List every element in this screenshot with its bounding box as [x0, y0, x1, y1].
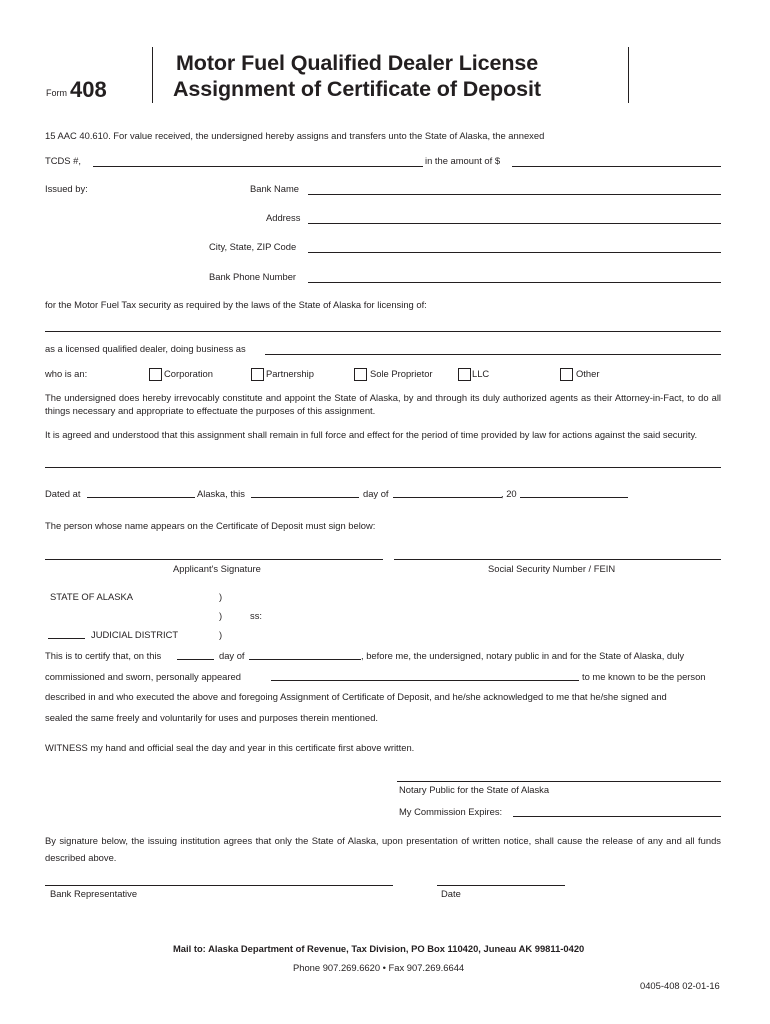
bank-rep-label: Bank Representative [50, 888, 138, 899]
corporation-checkbox[interactable] [149, 368, 162, 381]
bank-date-label: Date [441, 888, 461, 899]
section-divider [45, 467, 721, 468]
partnership-label: Partnership [266, 368, 314, 379]
applicant-signature-label: Applicant's Signature [173, 563, 261, 574]
district-field[interactable] [48, 638, 85, 639]
title-line-2: Assignment of Certificate of Deposit [173, 77, 541, 101]
city-state-zip-field[interactable] [308, 252, 721, 253]
known-label: to me known to be the person [582, 671, 706, 682]
tcds-number-field[interactable] [93, 166, 423, 167]
commission-expires-label: My Commission Expires: [399, 806, 503, 817]
address-field[interactable] [308, 223, 721, 224]
city-state-zip-label: City, State, ZIP Code [209, 241, 297, 252]
amount-field[interactable] [512, 166, 721, 167]
sign-instruction: The person whose name appears on the Certificate of Deposit must sign below: [45, 520, 376, 531]
attorney-paragraph: The undersigned does hereby irrevocably constitute and appoint the State of Alaska, by and through its duly authorized agents as their Attorney-in-Fact, to do all things necessary and appropriate to effectuate the purposes of this assignment. [45, 392, 721, 416]
licensee-name-field[interactable] [45, 331, 721, 332]
day-of-label: day of [363, 488, 389, 499]
year-field[interactable] [520, 497, 628, 498]
llc-checkbox[interactable] [458, 368, 471, 381]
certify-day-label: day of [219, 650, 245, 661]
dba-field[interactable] [265, 354, 721, 355]
appeared-name-field[interactable] [271, 680, 579, 681]
certify-suffix: , before me, the undersigned, notary public in and for the State of Alaska, duly [361, 650, 685, 661]
day-field[interactable] [251, 497, 359, 498]
bank-agreement-paragraph: By signature below, the issuing institution agrees that only the State of Alaska, upon presentation of written notice, shall cause the release of any and all funds described above. [45, 835, 721, 863]
sole-proprietor-checkbox[interactable] [354, 368, 367, 381]
ss-label: ss: [250, 610, 262, 621]
bank-name-field[interactable] [308, 194, 721, 195]
bank-name-label: Bank Name [250, 183, 299, 194]
venue-paren-1: ) [219, 591, 223, 602]
dated-at-label: Dated at [45, 488, 81, 499]
year-prefix-label: , 20 [501, 488, 517, 499]
sealed-text: sealed the same freely and voluntarily for uses and purposes therein mentioned. [45, 712, 379, 723]
bank-phone-label: Bank Phone Number [209, 271, 297, 282]
witness-text: WITNESS my hand and official seal the day and year in this certificate first above written. [45, 742, 415, 753]
title-line-1: Motor Fuel Qualified Dealer License [176, 51, 539, 75]
intro-text: 15 AAC 40.610. For value received, the undersigned hereby assigns and transfers unto the State of Alaska, the annexed [45, 130, 545, 141]
applicant-signature-field[interactable] [45, 559, 383, 560]
ssn-field[interactable] [394, 559, 721, 560]
notary-signature-field[interactable] [397, 781, 721, 782]
form-code: 0405-408 02-01-16 [640, 980, 720, 991]
commissioned-label: commissioned and sworn, personally appeared [45, 671, 241, 682]
amount-label: in the amount of $ [425, 155, 501, 166]
month-field[interactable] [393, 497, 502, 498]
partnership-checkbox[interactable] [251, 368, 264, 381]
entity-label: who is an: [45, 368, 88, 379]
form-number: 408 [70, 77, 107, 102]
notary-public-label: Notary Public for the State of Alaska [399, 784, 550, 795]
dated-at-field[interactable] [87, 497, 195, 498]
described-text: described in and who executed the above and foregoing Assignment of Certificate of Deposit, and he/she acknowledged to me that he/she signed and [45, 691, 667, 702]
certify-prefix: This is to certify that, on this [45, 650, 162, 661]
security-text: for the Motor Fuel Tax security as required by the laws of the State of Alaska for licensing of: [45, 299, 427, 310]
bank-phone-field[interactable] [308, 282, 721, 283]
other-checkbox[interactable] [560, 368, 573, 381]
notary-month-field[interactable] [249, 659, 361, 660]
venue-paren-3: ) [219, 629, 223, 640]
bank-rep-signature-field[interactable] [45, 885, 393, 886]
other-label: Other [576, 368, 600, 379]
state-of-alaska: STATE OF ALASKA [50, 591, 134, 602]
phone-fax: Phone 907.269.6620 • Fax 907.269.6644 [293, 962, 465, 973]
issued-by-label: Issued by: [45, 183, 88, 194]
mail-to: Mail to: Alaska Department of Revenue, Tax Division, PO Box 110420, Juneau AK 99811-0420 [173, 943, 585, 954]
sole-proprietor-label: Sole Proprietor [370, 368, 433, 379]
venue-paren-2: ) [219, 610, 223, 621]
tcds-label: TCDS #, [45, 155, 81, 166]
commission-expires-field[interactable] [513, 816, 721, 817]
agreement-paragraph: It is agreed and understood that this assignment shall remain in full force and effect for the period of time provided by law for actions against the said security. [45, 429, 698, 440]
header-divider-right [628, 47, 629, 103]
notary-day-field[interactable] [177, 659, 214, 660]
dba-label: as a licensed qualified dealer, doing business as [45, 343, 246, 354]
ssn-label: Social Security Number / FEIN [488, 563, 616, 574]
address-label: Address [266, 212, 301, 223]
header-divider-left [152, 47, 153, 103]
form-label: Form [46, 88, 67, 98]
alaska-this-label: Alaska, this [197, 488, 245, 499]
corporation-label: Corporation [164, 368, 213, 379]
judicial-district-label: JUDICIAL DISTRICT [91, 629, 179, 640]
bank-date-field[interactable] [437, 885, 565, 886]
llc-label: LLC [472, 368, 490, 379]
